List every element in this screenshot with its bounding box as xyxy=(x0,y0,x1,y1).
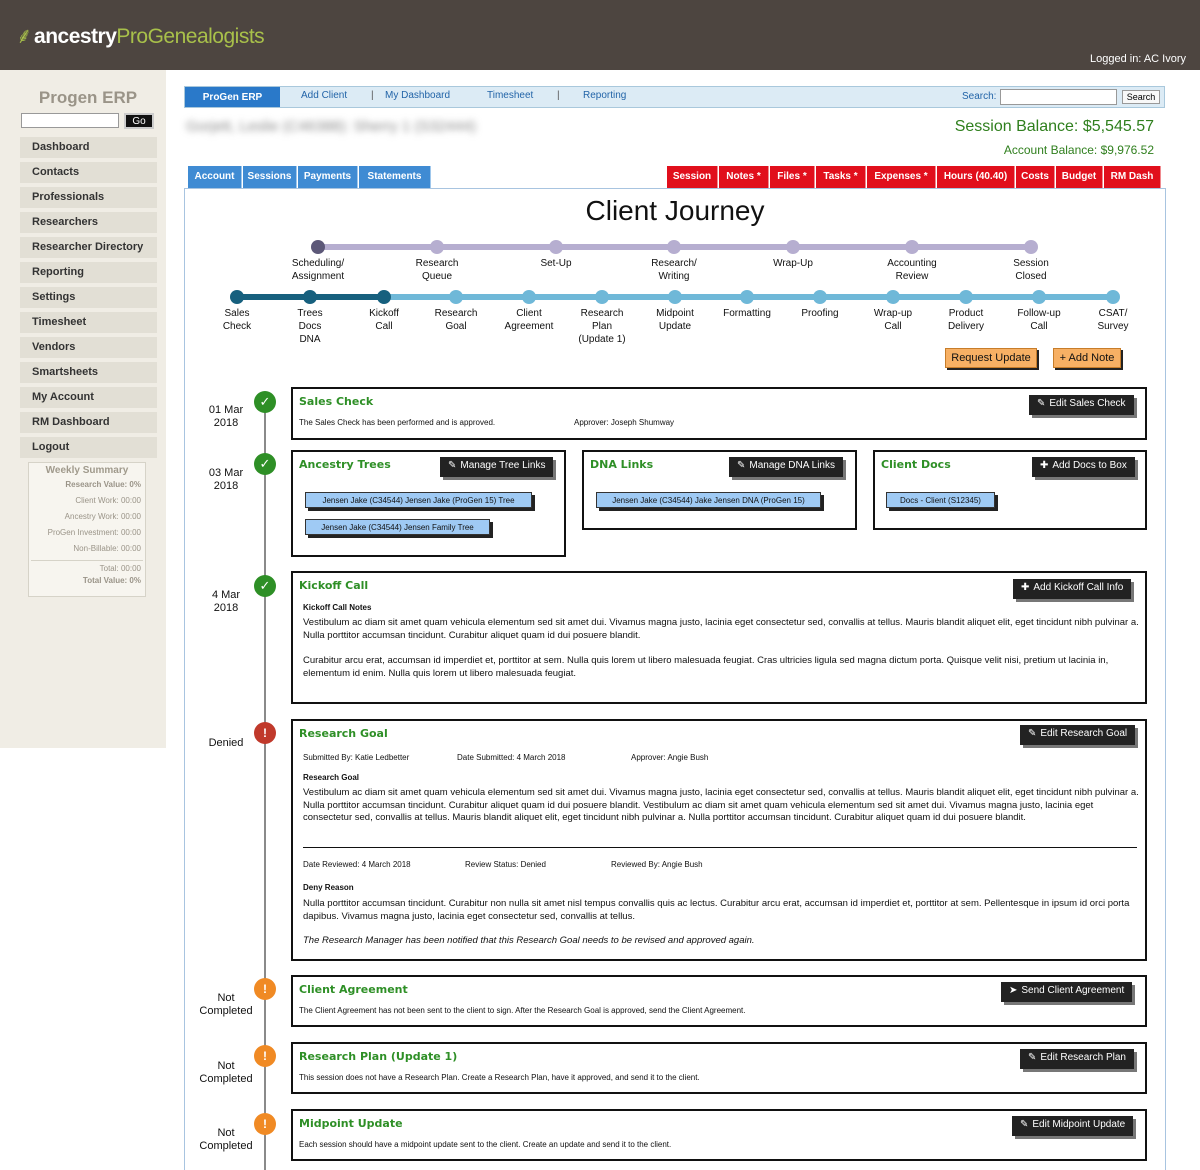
sidebar-item-researcher-directory[interactable]: Researcher Directory xyxy=(20,237,157,258)
card-title: Kickoff Call xyxy=(299,579,369,592)
date-submitted: Date Submitted: 4 March 2018 xyxy=(457,753,566,762)
step-dot-product-delivery[interactable] xyxy=(959,290,973,304)
paper-plane-icon: ➤ xyxy=(1009,985,1018,996)
pencil-icon: ✎ xyxy=(1028,1052,1037,1063)
step-dot-research-goal[interactable] xyxy=(449,290,463,304)
phase-label: Set-Up xyxy=(540,258,572,269)
logged-in-user: Logged in: AC Ivory xyxy=(1089,53,1186,65)
client-agreement-text: The Client Agreement has not been sent to the client to sign. After the Research Goal is approved, send the Client Agreement. xyxy=(299,1006,746,1015)
review-status: Review Status: Denied xyxy=(465,860,546,869)
sidebar-item-smartsheets[interactable]: Smartsheets xyxy=(20,362,157,383)
step-dot-kickoff-call[interactable] xyxy=(377,290,391,304)
kickoff-notes-paragraph: Curabitur arcu erat, accumsan id imperdiet et, porttitor at sem. Nulla quis lorem ut libero malesuada feugiat. Cras ultricies ligula sed magna dictum porta. Quisque velit nisi, pretium ut lacinia in, elementum id enim. Nulla quis lorem ut libero malesuada feugiat. xyxy=(303,655,1109,679)
tree-link-chip[interactable]: Jensen Jake (C34544) Jensen Jake (ProGen 15) Tree xyxy=(305,492,532,508)
phase-dot-wrap-up[interactable] xyxy=(786,240,800,254)
dna-links-card xyxy=(582,450,857,530)
edit-research-plan-button[interactable]: ✎ Edit Research Plan xyxy=(1020,1049,1134,1069)
card-title: Research Goal xyxy=(299,727,388,740)
sidebar-item-settings[interactable]: Settings xyxy=(20,287,157,308)
edit-research-goal-button[interactable]: ✎ Edit Research Goal xyxy=(1020,725,1135,745)
step-label: Sales Check xyxy=(222,308,252,332)
nav-progen-erp[interactable]: ProGen ERP xyxy=(185,87,280,107)
account-balance: Account Balance: $9,976.52 xyxy=(1003,143,1154,157)
leaf-icon: ⸙ xyxy=(16,23,33,48)
tab-tasks[interactable]: Tasks * xyxy=(816,166,866,188)
step-dot-csat-survey[interactable] xyxy=(1106,290,1120,304)
client-docs-chip[interactable]: Docs - Client (S12345) xyxy=(886,492,995,508)
research-goal-card xyxy=(291,719,1147,961)
midpoint-update-card xyxy=(291,1109,1147,1161)
add-kickoff-call-info-button[interactable]: ✚ Add Kickoff Call Info xyxy=(1013,579,1131,599)
timeline-date: 01 Mar 2018 xyxy=(208,404,244,429)
tab-rm-dash[interactable]: RM Dash xyxy=(1104,166,1161,188)
nav-separator: | xyxy=(371,90,374,101)
deny-reason-label: Deny Reason xyxy=(303,883,354,892)
sidebar-item-reporting[interactable]: Reporting xyxy=(20,262,157,283)
ancestry-work: Ancestry Work: 00:00 xyxy=(64,512,141,521)
nav-add-client[interactable]: Add Client xyxy=(301,90,348,101)
step-label: Trees Docs DNA xyxy=(297,308,323,345)
nav-timesheet[interactable]: Timesheet xyxy=(487,90,534,101)
journey-title: Client Journey xyxy=(585,195,765,226)
step-label: Client Agreement xyxy=(504,308,554,332)
phase-dot-accounting-review[interactable] xyxy=(905,240,919,254)
divider xyxy=(303,847,1137,848)
reviewed-by: Reviewed By: Angie Bush xyxy=(611,860,703,869)
sales-check-text: The Sales Check has been performed and is approved. xyxy=(299,418,496,427)
check-icon: ✓ xyxy=(254,391,276,413)
client-work: Client Work: 00:00 xyxy=(75,496,141,505)
warning-icon: ! xyxy=(254,1113,276,1135)
manage-tree-links-button[interactable]: ✎ Manage Tree Links xyxy=(440,457,553,477)
step-label: Proofing xyxy=(801,308,839,319)
dna-link-chip[interactable]: Jensen Jake (C34544) Jake Jensen DNA (ProGen 15) xyxy=(596,492,821,508)
check-icon: ✓ xyxy=(254,575,276,597)
tab-payments[interactable]: Payments xyxy=(298,166,358,188)
phase-dot-set-up[interactable] xyxy=(549,240,563,254)
phase-dot-research-writing[interactable] xyxy=(667,240,681,254)
tab-notes[interactable]: Notes * xyxy=(719,166,769,188)
add-note-button[interactable]: + Add Note xyxy=(1053,348,1121,368)
research-plan-card xyxy=(291,1042,1147,1094)
progen-investment: ProGen Investment: 00:00 xyxy=(47,528,141,537)
sidebar-item-logout[interactable]: Logout xyxy=(20,437,157,458)
step-dot-client-agreement[interactable] xyxy=(522,290,536,304)
kickoff-notes-paragraph: Vestibulum ac diam sit amet quam vehicula elementum sed sit amet dui. Vivamus magna justo, lacinia eget consectetur sed, convallis at tellus. Mauris blandit aliquet elit, eget tincidunt nibh pulvinar a. Nulla porttitor accumsan tincidunt. Curabitur aliquet quam id dui posuere blandit. xyxy=(303,617,1139,641)
ancestry-progenealogists-logo[interactable]: ⸙ancestryProGenealogists xyxy=(16,23,265,48)
sidebar-item-contacts[interactable]: Contacts xyxy=(20,162,157,183)
sidebar-item-dashboard[interactable]: Dashboard xyxy=(20,137,157,158)
phase-label: Accounting Review xyxy=(887,258,937,282)
phase-label: Wrap-Up xyxy=(773,258,813,269)
timeline-date: Not Completed xyxy=(199,992,253,1017)
pencil-icon: ✎ xyxy=(1028,728,1037,739)
timeline-date: 03 Mar 2018 xyxy=(208,467,244,492)
step-label: Research Goal xyxy=(434,308,478,332)
timeline-date: Not Completed xyxy=(199,1127,253,1152)
phase-label: Research Queue xyxy=(415,258,459,282)
tab-hours[interactable]: Hours (40.40) xyxy=(937,166,1015,188)
phase-dot-research-queue[interactable] xyxy=(430,240,444,254)
session-balance: Session Balance: $5,545.57 xyxy=(954,118,1154,135)
warning-icon: ! xyxy=(254,1045,276,1067)
plus-icon: ✚ xyxy=(1040,460,1049,471)
edit-sales-check-button[interactable]: ✎ Edit Sales Check xyxy=(1029,395,1134,415)
timeline-date: Denied xyxy=(208,737,244,749)
submitted-by: Submitted By: Katie Ledbetter xyxy=(303,753,410,762)
research-value: Research Value: 0% xyxy=(65,480,141,489)
warning-icon: ! xyxy=(254,978,276,1000)
step-dot-wrap-up-call[interactable] xyxy=(886,290,900,304)
card-title: Client Agreement xyxy=(299,983,408,996)
step-label: CSAT/ Survey xyxy=(1097,308,1129,332)
sidebar-item-researchers[interactable]: Researchers xyxy=(20,212,157,233)
step-dot-follow-up-call[interactable] xyxy=(1032,290,1046,304)
timeline-date: Not Completed xyxy=(199,1060,253,1085)
go-button[interactable]: Go xyxy=(124,113,154,129)
step-dot-sales-check[interactable] xyxy=(230,290,244,304)
phase-label: Scheduling/ Assignment xyxy=(291,258,345,282)
phase-label: Session Closed xyxy=(1013,258,1049,282)
weekly-summary xyxy=(28,462,146,597)
research-goal-label: Research Goal xyxy=(303,773,360,782)
plus-icon: ✚ xyxy=(1021,582,1030,593)
research-goal-text: Vestibulum ac diam sit amet quam vehicula elementum sed sit amet dui. Vivamus magna justo, lacinia eget consectetur sed, convallis at tellus. Mauris blandit aliquet elit, eget tincidunt nibh pulvinar a. Nulla porttitor accumsan tincidunt. Curabitur aliquet quam id dui posuere blandit. Vestibulum ac diam sit amet quam vehicula elementum sed sit amet dui. Vivamus magna justo, lacinia eget consectetur sed, convallis at tellus. Mauris blandit aliquet elit, eget tincidunt nibh pulvinar a. Nulla porttitor accumsan tincidunt. Curabitur aliquet quam id dui posuere blandit. xyxy=(303,787,1139,823)
card-title: Ancestry Trees xyxy=(299,458,391,471)
step-dot-formatting[interactable] xyxy=(740,290,754,304)
nav-search-button[interactable]: Search xyxy=(1122,90,1160,104)
sidebar-item-my-account[interactable]: My Account xyxy=(20,387,157,408)
kickoff-call-card xyxy=(291,571,1147,704)
tab-budget[interactable]: Budget xyxy=(1056,166,1103,188)
client-docs-card xyxy=(873,450,1147,530)
edit-midpoint-update-button[interactable]: ✎ Edit Midpoint Update xyxy=(1012,1116,1133,1136)
tab-session[interactable]: Session xyxy=(667,166,718,188)
phase-label: Research/ Writing xyxy=(651,258,697,282)
card-title: Client Docs xyxy=(881,458,951,471)
sidebar-item-professionals[interactable]: Professionals xyxy=(20,187,157,208)
research-manager-notice: The Research Manager has been notified that this Research Goal needs to be revised and approved again. xyxy=(303,935,755,946)
client-agreement-card xyxy=(291,975,1147,1027)
step-label: Product Delivery xyxy=(947,308,985,332)
step-dot-midpoint-update[interactable] xyxy=(668,290,682,304)
tab-costs[interactable]: Costs xyxy=(1016,166,1055,188)
step-dot-research-plan[interactable] xyxy=(595,290,609,304)
step-label: Midpoint Update xyxy=(656,308,694,332)
timeline-date: 4 Mar 2018 xyxy=(211,589,241,614)
card-title: Midpoint Update xyxy=(299,1117,403,1130)
sidebar-item-rm-dashboard[interactable]: RM Dashboard xyxy=(20,412,157,433)
manage-dna-links-button[interactable]: ✎ Manage DNA Links xyxy=(729,457,843,477)
pencil-icon: ✎ xyxy=(1037,398,1046,409)
nav-search-label: Search: xyxy=(962,91,997,102)
phase-dot-scheduling[interactable] xyxy=(311,240,325,254)
non-billable: Non-Billable: 00:00 xyxy=(73,544,141,553)
deny-reason-text: Nulla porttitor accumsan tincidunt. Curabitur non nulla sit amet nisl tempus convallis quis ac lectus. Curabitur arcu erat, accumsan id imperdiet et, porttitor at sem. Pellentesque in ipsum id orci porta dapibus. Vivamus magna justo, lacinia eget consectetur sed, convallis at tellus. xyxy=(303,898,1130,922)
weekly-summary-title: Weekly Summary xyxy=(45,465,129,476)
tab-expenses[interactable]: Expenses * xyxy=(867,166,936,188)
card-title: Sales Check xyxy=(299,395,374,408)
sidebar-title: Progen ERP xyxy=(38,88,138,107)
step-label: Wrap-up Call xyxy=(873,308,913,332)
kickoff-notes-label: Kickoff Call Notes xyxy=(303,603,372,612)
step-dot-trees-docs-dna[interactable] xyxy=(303,290,317,304)
pencil-icon: ✎ xyxy=(737,460,746,471)
sidebar-item-timesheet[interactable]: Timesheet xyxy=(20,312,157,333)
send-client-agreement-button[interactable]: ➤ Send Client Agreement xyxy=(1001,982,1132,1002)
sales-check-card xyxy=(291,387,1147,440)
step-label: Research Plan (Update 1) xyxy=(578,308,626,345)
ancestry-trees-card xyxy=(291,450,566,557)
check-icon: ✓ xyxy=(254,453,276,475)
card-title: DNA Links xyxy=(590,458,654,471)
weekly-total: Total: 00:00 xyxy=(31,560,143,576)
request-update-button[interactable]: Request Update xyxy=(945,348,1037,368)
step-label: Formatting xyxy=(723,308,771,319)
tab-files[interactable]: Files * xyxy=(770,166,815,188)
step-dot-proofing[interactable] xyxy=(813,290,827,304)
add-docs-to-box-button[interactable]: ✚ Add Docs to Box xyxy=(1032,457,1135,477)
midpoint-update-text: Each session should have a midpoint update sent to the client. Create an update and send it to the client. xyxy=(299,1140,672,1149)
step-label: Kickoff Call xyxy=(369,308,399,332)
tab-sessions[interactable]: Sessions xyxy=(243,166,297,188)
sidebar-item-vendors[interactable]: Vendors xyxy=(20,337,157,358)
tab-account[interactable]: Account xyxy=(188,166,242,188)
pencil-icon: ✎ xyxy=(1020,1119,1029,1130)
client-name: Gorjett, Leslie (C46388): Sherry 1 (S32444) xyxy=(186,118,477,135)
pencil-icon: ✎ xyxy=(448,460,457,471)
sales-check-approver: Approver: Joseph Shumway xyxy=(574,418,675,427)
total-value: Total Value: 0% xyxy=(82,576,141,585)
tree-link-chip[interactable]: Jensen Jake (C34544) Jensen Family Tree xyxy=(305,519,490,535)
research-plan-text: This session does not have a Research Plan. Create a Research Plan, have it approved, and send it to the client. xyxy=(299,1073,700,1082)
phase-dot-session-closed[interactable] xyxy=(1024,240,1038,254)
step-label: Follow-up Call xyxy=(1017,308,1061,332)
nav-my-dashboard[interactable]: My Dashboard xyxy=(385,90,451,101)
date-reviewed: Date Reviewed: 4 March 2018 xyxy=(303,860,411,869)
nav-reporting[interactable]: Reporting xyxy=(583,90,627,101)
alert-icon: ! xyxy=(254,722,276,744)
goal-approver: Approver: Angie Bush xyxy=(631,753,709,762)
tab-statements[interactable]: Statements xyxy=(359,166,431,188)
card-title: Research Plan (Update 1) xyxy=(299,1050,458,1063)
nav-separator: | xyxy=(557,90,560,101)
